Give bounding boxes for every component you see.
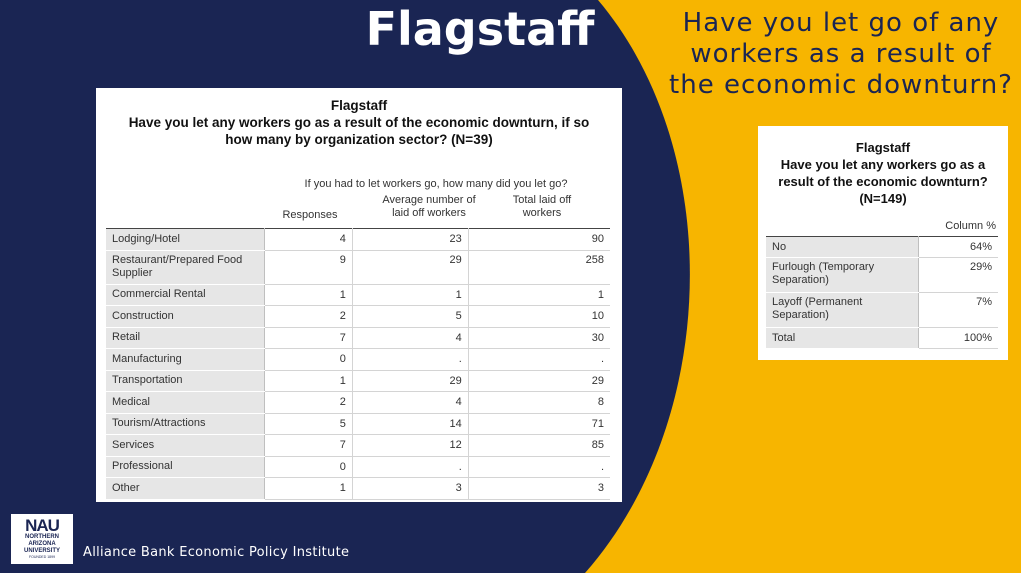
row-label: Tourism/Attractions [106,413,265,435]
cell-total: 10 [468,306,610,328]
logo-line-arizona: ARIZONA [28,541,56,547]
col-header-average: Average number of laid off workers [382,194,476,219]
table-row [106,435,610,457]
row-label: Commercial Rental [106,284,265,306]
slide-title: Flagstaff [365,2,595,56]
table-row [766,293,998,328]
table-row [766,237,998,258]
cell-responses: 1 [265,478,353,500]
table-row [106,370,610,392]
cell-average: 29 [352,370,468,392]
table2-subtitle: Have you let any workers go as a result of the economic downturn? (N=149) [778,157,988,206]
row-label: Transportation [106,370,265,392]
cell-total: 30 [468,327,610,349]
cell-percent: 7% [919,293,999,328]
cell-average: 12 [352,435,468,457]
logo-line-university: UNIVERSITY [23,548,60,554]
row-label: Professional [106,456,265,478]
cell-responses: 5 [265,413,353,435]
cell-total: . [468,349,610,371]
row-label: Total [766,328,919,349]
cell-total: 8 [468,392,610,414]
logo-line-founded: FOUNDED 1899 [28,555,56,559]
cell-total: . [468,456,610,478]
cell-total: 3 [468,478,610,500]
table-row [106,392,610,414]
table-row [106,327,610,349]
row-label: No [766,237,919,258]
cell-responses: 7 [265,327,353,349]
nau-logo [11,514,73,564]
cell-total: 1 [468,284,610,306]
overall-table [766,236,998,349]
cell-responses: 0 [265,456,353,478]
row-label: Medical [106,392,265,414]
cell-total: 258 [468,250,610,284]
cell-responses: 4 [265,229,353,251]
table1-group-header: If you had to let workers go, how many did you let go? [304,178,568,190]
row-label: Lodging/Hotel [106,229,265,251]
col-header-responses: Responses [282,209,338,221]
cell-average: 1 [352,284,468,306]
table-row [106,306,610,328]
cell-average: 14 [352,413,468,435]
cell-responses: 1 [265,284,353,306]
cell-percent: 29% [919,258,999,293]
cell-average: 4 [352,392,468,414]
table-row [106,284,610,306]
cell-total: 90 [468,229,610,251]
cell-responses: 2 [265,392,353,414]
cell-percent: 100% [919,328,999,349]
cell-responses: 9 [265,250,353,284]
cell-responses: 2 [265,306,353,328]
table1-title: Flagstaff [330,98,388,113]
row-label: Furlough (Temporary Separation) [766,258,919,293]
table-row [106,250,610,284]
overall-table-panel [758,126,1008,360]
cell-total: 71 [468,413,610,435]
cell-responses: 0 [265,349,353,371]
logo-abbr: NAU [25,516,59,535]
table-row [106,478,610,500]
row-label: Restaurant/Prepared Food Supplier [106,250,265,284]
cell-total: 29 [468,370,610,392]
cell-average: 5 [352,306,468,328]
col-header-total: Total laid off workers [512,194,572,219]
row-label: Other [106,478,265,500]
cell-average: 3 [352,478,468,500]
footer-text: Alliance Bank Economic Policy Institute [83,545,350,560]
cell-responses: 1 [265,370,353,392]
slide-question: Have you let go of any workers as a result of the economic downturn? [669,8,1013,100]
cell-average: 4 [352,327,468,349]
table2-title: Flagstaff [855,140,911,155]
cell-average: 23 [352,229,468,251]
cell-responses: 7 [265,435,353,457]
sector-table-panel [96,88,622,502]
table-row [106,413,610,435]
col-header-column-percent: Column % [945,220,996,232]
row-label: Manufacturing [106,349,265,371]
row-label: Services [106,435,265,457]
sector-table [106,228,610,500]
cell-percent: 64% [919,237,999,258]
cell-average: 29 [352,250,468,284]
table-row [766,258,998,293]
table1-subtitle: Have you let any workers go as a result of the economic downturn, if so how many by organization sector? (N=39) [128,115,590,147]
table-row [106,349,610,371]
row-label: Retail [106,327,265,349]
row-label: Construction [106,306,265,328]
cell-average: . [352,456,468,478]
logo-line-northern: NORTHERN [25,534,59,540]
cell-total: 85 [468,435,610,457]
row-label: Layoff (Permanent Separation) [766,293,919,328]
table-row [766,328,998,349]
table-row [106,229,610,251]
table-row [106,456,610,478]
cell-average: . [352,349,468,371]
